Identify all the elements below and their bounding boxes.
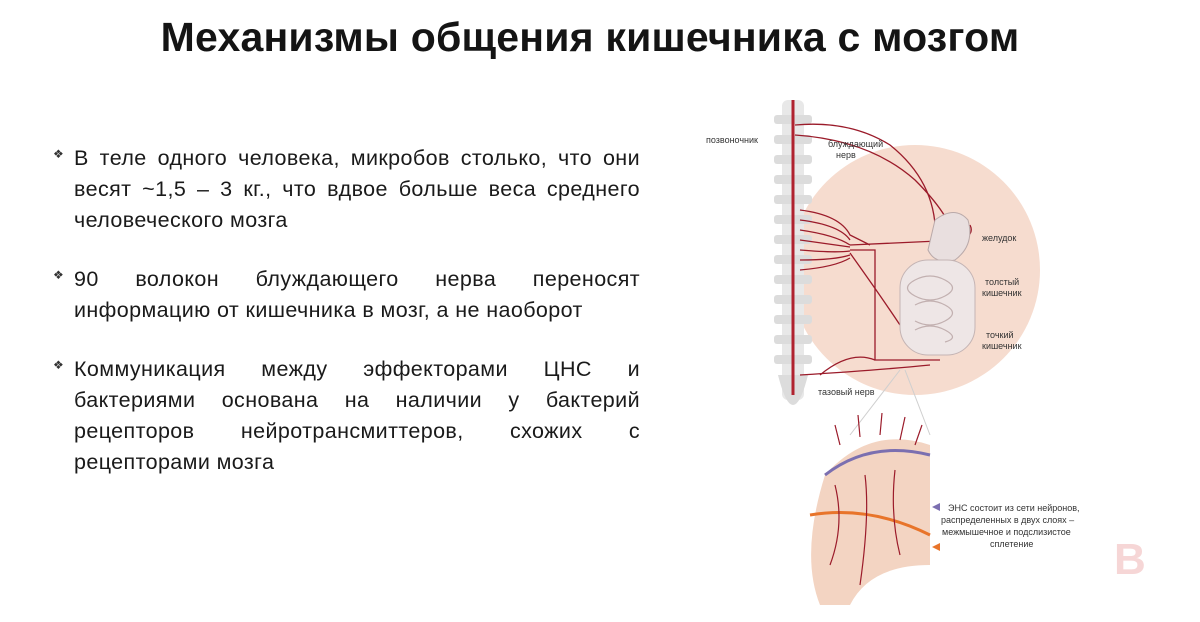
slide-title: Механизмы общения кишечника с мозгом — [160, 14, 1020, 60]
spine-label: позвоночник — [706, 135, 758, 145]
ens-label-2: распределенных в двух слоях – — [941, 515, 1075, 525]
vagus-label-2: нерв — [836, 150, 856, 160]
diamond-bullet-icon: ❖ — [53, 358, 64, 372]
diamond-bullet-icon: ❖ — [53, 268, 64, 282]
bullet-item — [50, 354, 640, 478]
bullet-list — [50, 143, 640, 506]
gut-brain-illustration — [700, 95, 1160, 615]
bullet-text: В теле одного человека, микробов столько, что они весят ~1,5 – 3 кг., что вдвое больше веса среднего человеческого мозга — [74, 146, 640, 232]
ens-label-4: сплетение — [990, 539, 1034, 549]
colon-label-2: кишечник — [982, 288, 1022, 298]
ens-label-3: межмышечное и подслизистое — [942, 527, 1071, 537]
small-intestine-label-1: точкий — [986, 330, 1014, 340]
stomach-label: желудок — [982, 233, 1017, 243]
vagus-label-1: блуждающий — [828, 139, 884, 149]
bullet-item — [50, 143, 640, 236]
bullet-text: 90 волокон блуждающего нерва переносят информацию от кишечника в мозг, а не наоборот — [74, 267, 640, 322]
small-intestine-label-2: кишечник — [982, 341, 1022, 351]
pelvic-nerve-label: тазовый нерв — [818, 387, 875, 397]
diamond-bullet-icon: ❖ — [53, 147, 64, 161]
ens-label-1: ЭНС состоит из сети нейронов, — [948, 503, 1080, 513]
bullet-text: Коммуникация между эффекторами ЦНС и бактериями основана на наличии у бактерий рецепторов нейротрансмиттеров, схожих с рецепторами мозга — [74, 357, 640, 474]
bullet-item — [50, 264, 640, 326]
gut-wall-closeup — [810, 370, 940, 605]
anatomy-diagram — [700, 95, 1160, 615]
watermark-logo: B — [1114, 535, 1146, 584]
colon-label-1: толстый — [985, 277, 1020, 287]
